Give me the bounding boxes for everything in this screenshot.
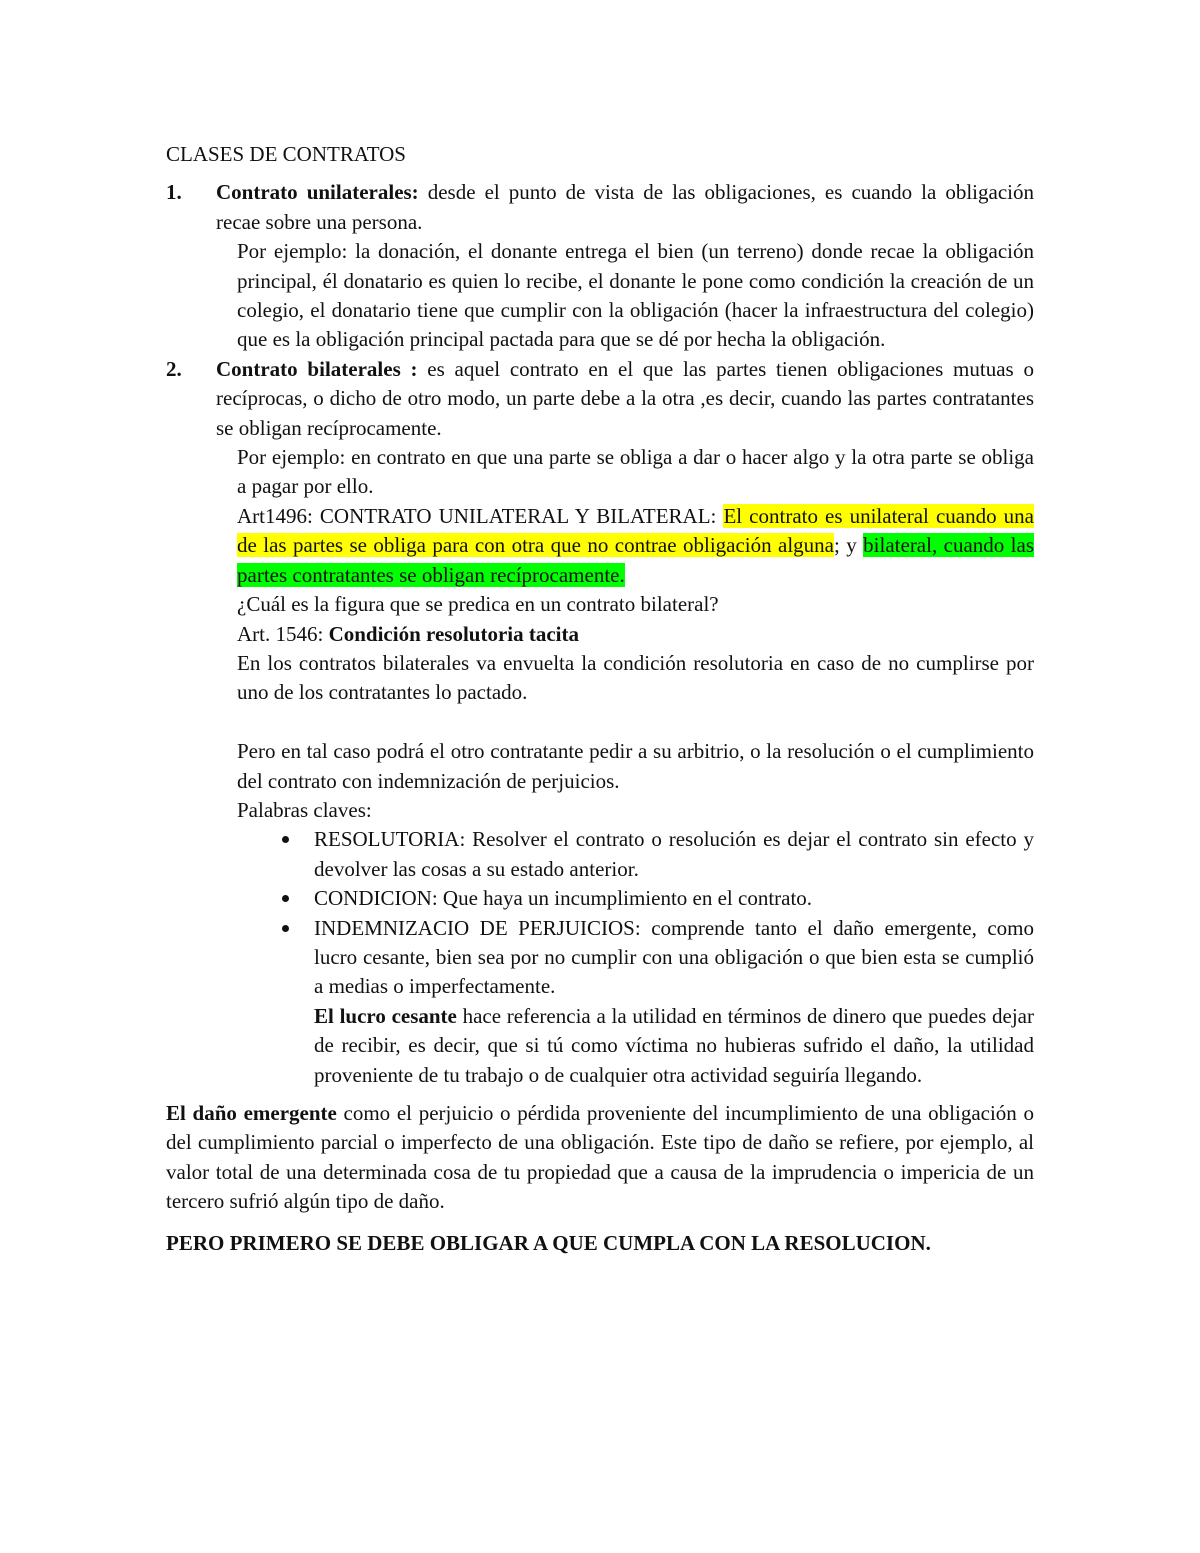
final-statement: PERO PRIMERO SE DEBE OBLIGAR A QUE CUMPLA CON LA RESOLUCION.: [166, 1230, 931, 1255]
bullet-item: [274, 825, 1034, 884]
article-prefix: Art. 1546:: [237, 621, 329, 646]
article-prefix: Art1496: CONTRATO UNILATERAL Y BILATERAL:: [237, 503, 724, 528]
document-content: [166, 140, 1034, 1258]
bullet-text: CONDICION: Que haya un incumplimiento en el contrato.: [314, 886, 813, 911]
example-unilateral: Por ejemplo: la donación, el donante entrega el bien (un terreno) donde recae la obligación principal, él donatario es quien lo recibe, el donante le pone como condición la creación de un colegio, el donatario tiene que cumplir con la obligación (hacer la infraestructura del colegio) que es la obligación principal pactada para que se dé por hecha la obligación.: [237, 239, 1034, 352]
article-1546: [237, 620, 1034, 649]
document-title: CLASES DE CONTRATOS: [166, 142, 406, 166]
item-body: [216, 178, 1034, 237]
lucro-text: hace referencia a la utilidad en términos de dinero que puedes dejar de recibir, es decir, que si tú como víctima no hubieras sufrido el daño, la utilidad proveniente de tu trabajo o de cualquier otra actividad seguiría llegando.: [314, 1003, 1034, 1087]
bullet-item: [274, 914, 1034, 1002]
lucro-cesante: [314, 1002, 1034, 1090]
article-1496: [237, 502, 1034, 590]
item-text: es aquel contrato en el que las partes tienen obligaciones mutuas o recíprocas, o dicho de otro modo, un parte debe a la otra ,es decir, cuando las partes contratantes se obligan recíprocamente.: [216, 356, 1034, 440]
example-bilateral: Por ejemplo: en contrato en que una parte se obliga a dar o hacer algo y la otra parte se obliga a pagar por ello.: [237, 445, 1034, 499]
item-heading: Contrato unilaterales:: [216, 180, 419, 205]
spacer: [166, 708, 1034, 737]
item-text: desde el punto de vista de las obligaciones, es cuando la obligación recae sobre una persona.: [216, 180, 1034, 234]
dano-text: como el perjuicio o pérdida proveniente del incumplimiento de una obligación o del cumplimiento parcial o imperfecto de una obligación. Este tipo de daño se refiere, por ejemplo, al valor total de una determinada cosa de tu propiedad que a causa de la imprudencia o impericia de un tercero sufrió algún tipo de daño.: [166, 1100, 1034, 1214]
lucro-bold: El lucro cesante: [314, 1003, 457, 1028]
bullet-icon: [274, 914, 314, 1002]
bullet-icon: [274, 825, 314, 884]
article-1546-text-2: Pero en tal caso podrá el otro contratante pedir a su arbitrio, o la resolución o el cumplimiento del contrato con indemnización de perjuicios.: [237, 739, 1034, 793]
article-mid: ; y: [834, 533, 864, 558]
bullet-item: [274, 884, 1034, 913]
dano-bold: El daño emergente: [166, 1100, 337, 1125]
item-body: [216, 355, 1034, 443]
list-number: 1.: [166, 180, 182, 205]
bullet-icon: [274, 884, 314, 913]
dano-emergente: [166, 1099, 1034, 1217]
list-number: 2.: [166, 356, 182, 381]
highlight-yellow: El contrato es unilateral cuando una de las partes se obliga para con otra que no contrae obligación alguna: [237, 503, 1034, 558]
bullet-text: INDEMNIZACIO DE PERJUICIOS: comprende tanto el daño emergente, como lucro cesante, bien sea por no cumplir con una obligación o que bien esta se cumplió a medias o imperfectamente.: [314, 915, 1034, 999]
bullet-text: RESOLUTORIA: Resolver el contrato o resolución es dejar el contrato sin efecto y devolver las cosas a su estado anterior.: [314, 827, 1034, 881]
item-heading: Contrato bilaterales :: [216, 356, 418, 381]
list-item-bilateral: [166, 355, 1034, 443]
article-1546-text: En los contratos bilaterales va envuelta la condición resolutoria en caso de no cumplirse por uno de los contratantes lo pactado.: [237, 650, 1034, 705]
question: ¿Cuál es la figura que se predica en un contrato bilateral?: [237, 592, 719, 617]
highlight-green: bilateral, cuando las partes contratantes se obligan recíprocamente.: [237, 533, 1035, 587]
keywords-label: Palabras claves:: [237, 797, 372, 822]
article-bold: Condición resolutoria tacita: [328, 621, 580, 646]
list-item-unilateral: [166, 178, 1034, 237]
